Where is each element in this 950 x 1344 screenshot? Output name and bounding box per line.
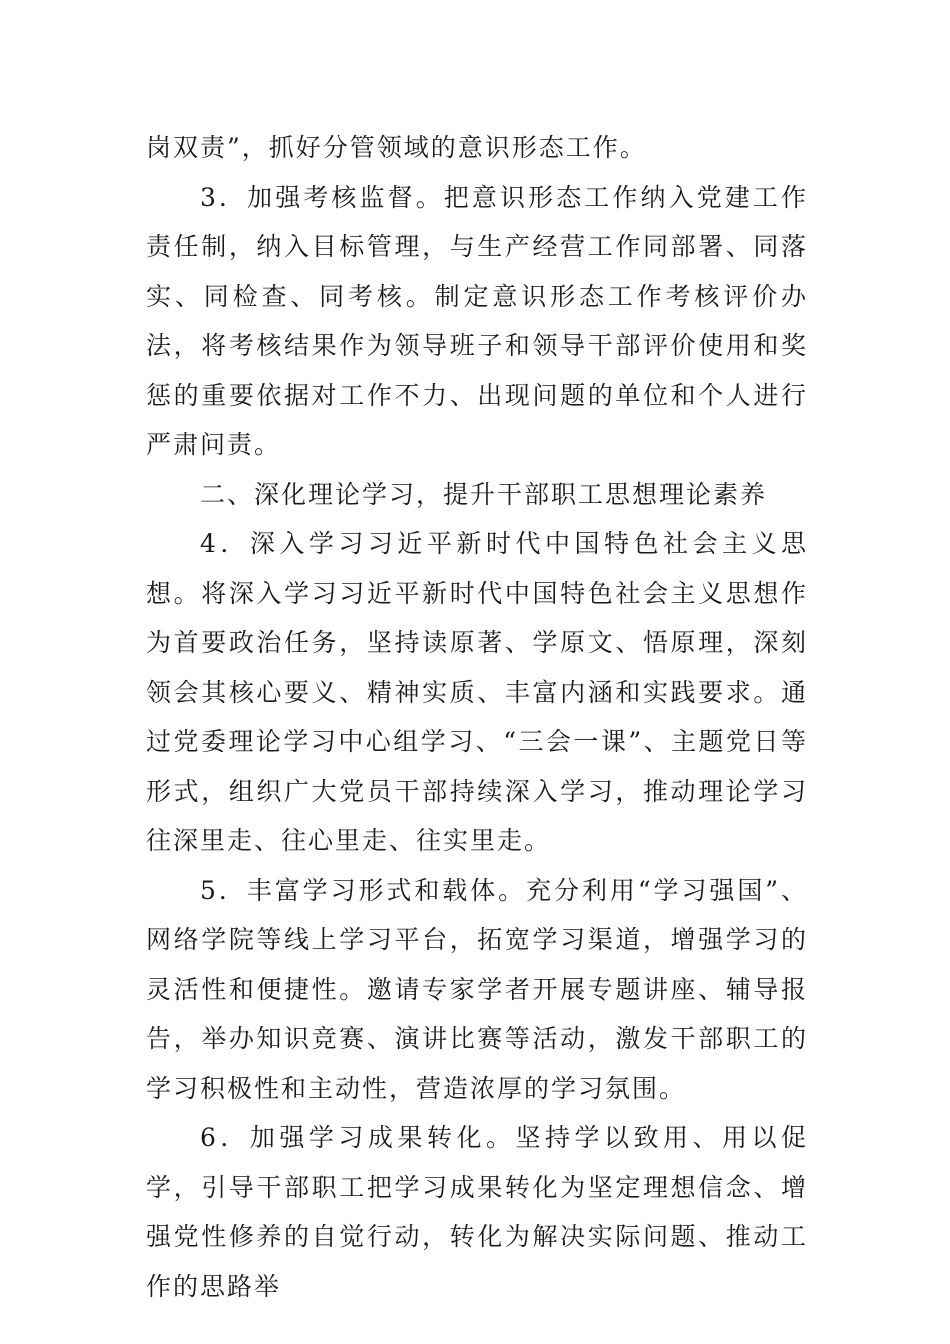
- paragraph-assessment-supervision: 3．加强考核监督。把意识形态工作纳入党建工作责任制，纳入目标管理，与生产经营工作同部署、同落实、同检查、同考核。制定意识形态工作考核评价办法，将考核结果作为领导班子和领导干部评价使用和奖惩的重要依据对工作不力、出现问题的单位和个人进行严肃问责。: [146, 182, 808, 459]
- paragraph-study-thought: 4．深入学习习近平新时代中国特色社会主义思想。将深入学习习近平新时代中国特色社会主义思想作为首要政治任务，坚持读原著、学原文、悟原理，深刻领会其核心要义、精神实质、丰富内涵和实践要求。通过党委理论学习中心组学习、“三会一课”、主题党日等形式，组织广大党员干部持续深入学习，推动理论学习往深里走、往心里走、往实里走。: [146, 529, 808, 855]
- document-body: [146, 123, 808, 1311]
- paragraph-continuation: 岗双责”，抓好分管领域的意识形态工作。: [146, 133, 647, 162]
- section-heading-theory-study: 二、深化理论学习，提升干部职工思想理论素养: [200, 479, 768, 509]
- paragraph-study-results: 6．加强学习成果转化。坚持学以致用、用以促学，引导干部职工把学习成果转化为坚定理想信念、增强党性修养的自觉行动，转化为解决实际问题、推动工作的思路举: [146, 1123, 808, 1301]
- paragraph-study-forms: 5．丰富学习形式和载体。充分利用“学习强国”、网络学院等线上学习平台，拓宽学习渠道，增强学习的灵活性和便捷性。邀请专家学者开展专题讲座、辅导报告，举办知识竞赛、演讲比赛等活动，激发干部职工的学习积极性和主动性，营造浓厚的学习氛围。: [146, 875, 808, 1103]
